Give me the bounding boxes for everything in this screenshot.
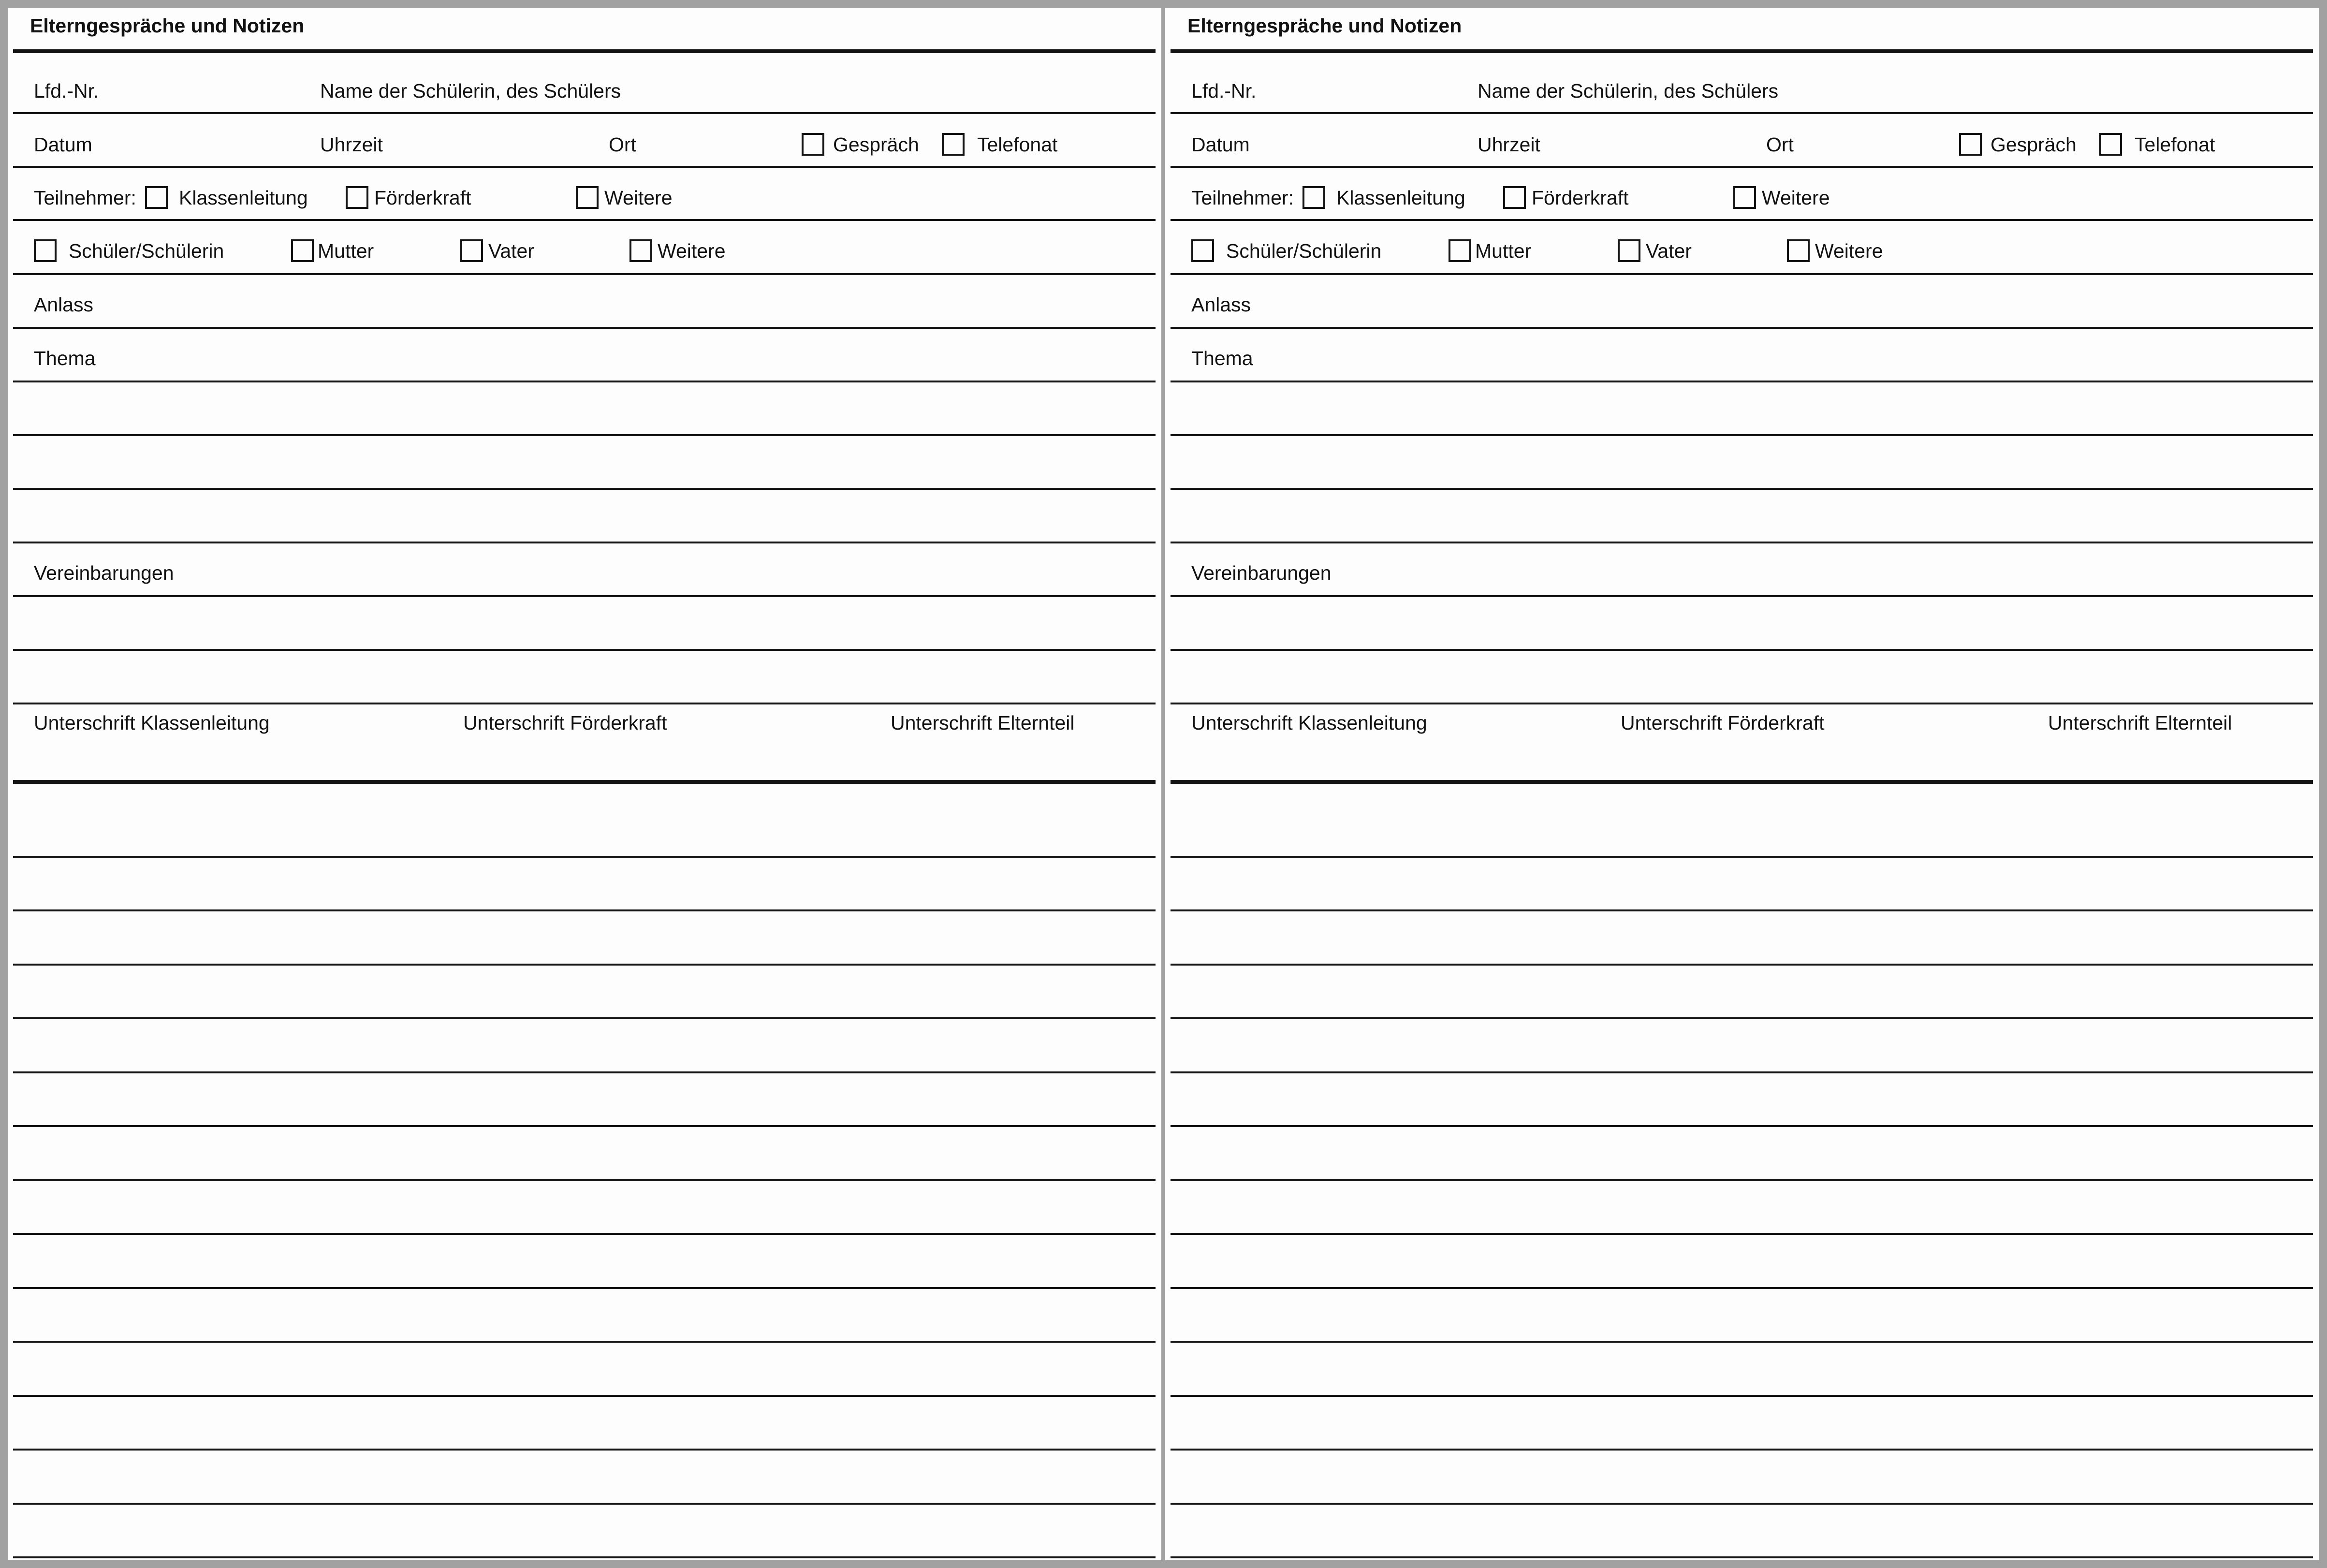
mutter-label: Mutter (318, 240, 374, 262)
row-rule (1171, 327, 2313, 329)
writing-line (1171, 1017, 2313, 1019)
ort-label: Ort (609, 133, 636, 156)
weitere-label: Weitere (1815, 240, 1883, 262)
writing-line (13, 1449, 1156, 1451)
unterschrift-klassenleitung-label: Unterschrift Klassenleitung (1191, 712, 1427, 734)
weitere-label: Weitere (658, 240, 726, 262)
unterschrift-elternteil-label: Unterschrift Elternteil (2048, 712, 2232, 734)
writing-line (13, 1071, 1156, 1073)
writing-line (1171, 1556, 2313, 1558)
header-rule (1171, 49, 2313, 53)
foerderkraft-checkbox[interactable] (1503, 186, 1526, 209)
row-rule (13, 381, 1156, 382)
writing-line (1171, 1503, 2313, 1505)
mutter-checkbox[interactable] (1449, 239, 1471, 262)
name-label: Name der Schülerin, des Schülers (320, 80, 621, 102)
row-rule (1171, 219, 2313, 221)
writing-line (1171, 964, 2313, 966)
writing-line (13, 542, 1156, 543)
writing-line (1171, 434, 2313, 436)
lfd-nr-label: Lfd.-Nr. (1191, 80, 1257, 102)
vater-checkbox[interactable] (460, 239, 483, 262)
vater-checkbox[interactable] (1618, 239, 1640, 262)
row-rule (13, 327, 1156, 329)
writing-line (13, 1556, 1156, 1558)
writing-line (13, 909, 1156, 911)
writing-line (13, 703, 1156, 704)
writing-line (1171, 488, 2313, 490)
writing-line (1171, 542, 2313, 543)
writing-line (13, 1125, 1156, 1127)
writing-line (13, 1287, 1156, 1289)
schueler-checkbox[interactable] (1191, 239, 1214, 262)
row-rule (13, 273, 1156, 275)
weitere-teilnehmer-checkbox[interactable] (576, 186, 599, 209)
thema-label: Thema (1191, 347, 1253, 369)
unterschrift-klassenleitung-label: Unterschrift Klassenleitung (34, 712, 270, 734)
telefonat-checkbox[interactable] (2099, 133, 2122, 156)
writing-line (13, 856, 1156, 858)
weitere-checkbox[interactable] (1787, 239, 1810, 262)
vater-label: Vater (488, 240, 534, 262)
writing-line (13, 1341, 1156, 1343)
writing-line (13, 649, 1156, 651)
page-title: Elterngespräche und Notizen (30, 15, 305, 37)
ort-label: Ort (1766, 133, 1794, 156)
row-rule (1171, 112, 2313, 114)
row-rule (13, 219, 1156, 221)
mutter-checkbox[interactable] (291, 239, 314, 262)
row-rule (13, 112, 1156, 114)
schueler-checkbox[interactable] (34, 239, 57, 262)
writing-line (13, 964, 1156, 966)
telefonat-label: Telefonat (2135, 133, 2215, 156)
writing-line (1171, 1341, 2313, 1343)
vereinbarungen-label: Vereinbarungen (34, 562, 174, 584)
telefonat-label: Telefonat (977, 133, 1058, 156)
gespraech-label: Gespräch (833, 133, 919, 156)
row-rule (1171, 595, 2313, 597)
gespraech-checkbox[interactable] (802, 133, 824, 156)
klassenleitung-label: Klassenleitung (179, 187, 308, 209)
gespraech-checkbox[interactable] (1959, 133, 1982, 156)
signature-rule (13, 780, 1156, 784)
klassenleitung-label: Klassenleitung (1336, 187, 1465, 209)
writing-line (13, 1395, 1156, 1397)
row-rule (1171, 273, 2313, 275)
writing-line (13, 1179, 1156, 1181)
writing-line (13, 434, 1156, 436)
uhrzeit-label: Uhrzeit (320, 133, 383, 156)
telefonat-checkbox[interactable] (942, 133, 965, 156)
writing-line (1171, 1071, 2313, 1073)
writing-line (1171, 1179, 2313, 1181)
writing-line (1171, 703, 2313, 704)
writing-line (13, 1503, 1156, 1505)
unterschrift-elternteil-label: Unterschrift Elternteil (891, 712, 1075, 734)
weitere-teilnehmer-label: Weitere (1762, 187, 1830, 209)
writing-line (1171, 649, 2313, 651)
name-label: Name der Schülerin, des Schülers (1478, 80, 1779, 102)
signature-rule (1171, 780, 2313, 784)
writing-line (1171, 1287, 2313, 1289)
klassenleitung-checkbox[interactable] (1303, 186, 1325, 209)
klassenleitung-checkbox[interactable] (145, 186, 168, 209)
row-rule (1171, 166, 2313, 168)
mutter-label: Mutter (1475, 240, 1532, 262)
vater-label: Vater (1646, 240, 1692, 262)
weitere-checkbox[interactable] (629, 239, 652, 262)
anlass-label: Anlass (1191, 293, 1251, 316)
writing-line (1171, 1449, 2313, 1451)
vereinbarungen-label: Vereinbarungen (1191, 562, 1332, 584)
writing-line (13, 488, 1156, 490)
foerderkraft-checkbox[interactable] (346, 186, 368, 209)
writing-line (13, 1233, 1156, 1235)
page-left (8, 8, 1161, 1560)
anlass-label: Anlass (34, 293, 94, 316)
schueler-label: Schüler/Schülerin (69, 240, 224, 262)
foerderkraft-label: Förderkraft (374, 187, 471, 209)
writing-line (1171, 909, 2313, 911)
teilnehmer-label: Teilnehmer: (1191, 187, 1294, 209)
uhrzeit-label: Uhrzeit (1478, 133, 1540, 156)
lfd-nr-label: Lfd.-Nr. (34, 80, 99, 102)
page-title: Elterngespräche und Notizen (1187, 15, 1462, 37)
thema-label: Thema (34, 347, 96, 369)
teilnehmer-label: Teilnehmer: (34, 187, 136, 209)
writing-line (1171, 856, 2313, 858)
schueler-label: Schüler/Schülerin (1226, 240, 1382, 262)
weitere-teilnehmer-label: Weitere (604, 187, 673, 209)
writing-line (1171, 1233, 2313, 1235)
writing-line (13, 1017, 1156, 1019)
foerderkraft-label: Förderkraft (1532, 187, 1629, 209)
datum-label: Datum (34, 133, 92, 156)
row-rule (13, 166, 1156, 168)
row-rule (13, 595, 1156, 597)
writing-line (1171, 1395, 2313, 1397)
page-right (1165, 8, 2319, 1560)
unterschrift-foerderkraft-label: Unterschrift Förderkraft (463, 712, 667, 734)
datum-label: Datum (1191, 133, 1250, 156)
gespraech-label: Gespräch (1990, 133, 2077, 156)
writing-line (1171, 1125, 2313, 1127)
weitere-teilnehmer-checkbox[interactable] (1733, 186, 1756, 209)
unterschrift-foerderkraft-label: Unterschrift Förderkraft (1621, 712, 1825, 734)
header-rule (13, 49, 1156, 53)
row-rule (1171, 381, 2313, 382)
